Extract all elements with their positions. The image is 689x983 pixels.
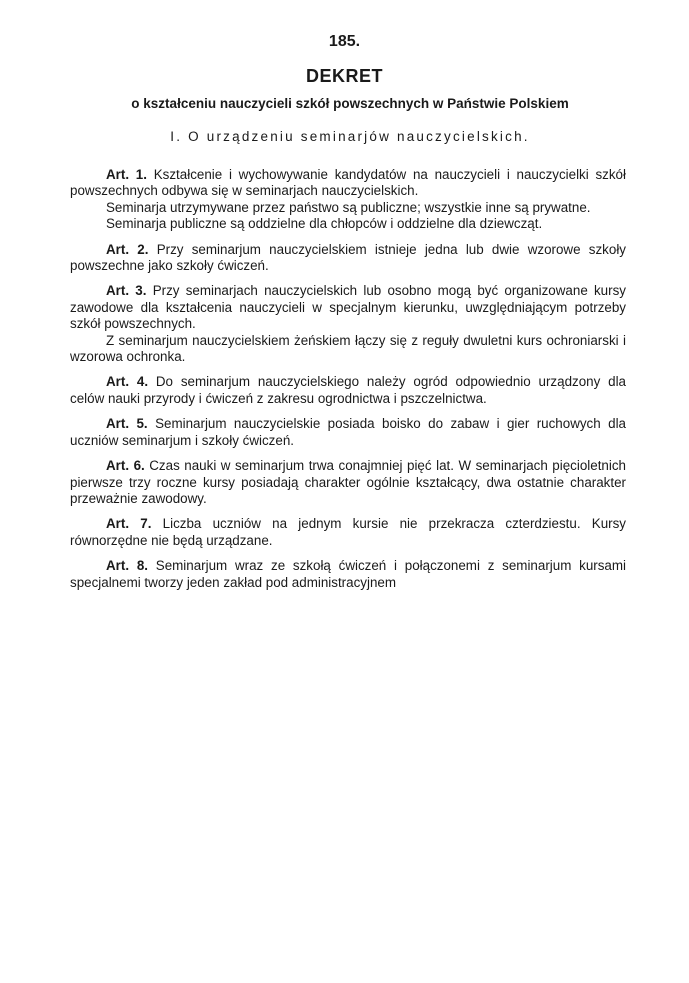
paragraph-text: Kształcenie i wychowywanie kandydatów na nauczycieli i nauczycielki szkół powszechnych odbywa się w seminarjach nauczycielskich.: [70, 167, 626, 199]
paragraph-art-1: [70, 167, 626, 200]
document-title: DEKRET: [305, 66, 383, 86]
article-label: Art. 5.: [106, 416, 148, 432]
section-heading: I. O urządzeniu seminarjów nauczycielskich.: [170, 129, 530, 144]
paragraph-art-4: [70, 374, 626, 407]
paragraph-text: Czas nauki w seminarjum trwa conajmniej pięć lat. W seminarjach pięcioletnich pierwsze trzy roczne kursy posiadają charakter ogólnie kształcący, dwa ostatnie charakter przeważnie zawodowy.: [70, 458, 626, 506]
paragraph-text: Seminarjum wraz ze szkołą ćwiczeń i połączonemi z seminarjum kursami specjalnemi tworzy jeden zakład pod administracyjnem: [70, 558, 626, 590]
paragraph-art-7: [70, 516, 626, 549]
document-subtitle: o kształceniu nauczycieli szkół powszechnych w Państwie Polskiem: [131, 96, 569, 111]
paragraph-art-3: [70, 283, 626, 332]
paragraph-text: Liczba uczniów na jednym kursie nie przekracza czterdziestu. Kursy równorzędne nie będą urządzane.: [70, 516, 626, 548]
paragraph-text: Przy seminarjum nauczycielskiem istnieje jedna lub dwie wzorowe szkoły powszechne jako szkoły ćwiczeń.: [70, 241, 626, 274]
document-body: [70, 158, 626, 591]
paragraph-text: Seminarjum nauczycielskie posiada boisko do zabaw i gier ruchowych dla uczniów seminarjum i szkoły ćwiczeń.: [70, 416, 626, 448]
paragraph-art-6: [70, 458, 626, 507]
article-label: Art. 8.: [106, 558, 148, 574]
article-label: Art. 6.: [106, 458, 145, 474]
article-label: Art. 3.: [106, 283, 147, 299]
article-label: Art. 1.: [106, 167, 147, 182]
paragraph-text-block: [70, 333, 626, 366]
paragraph-art-5: [70, 416, 626, 449]
paragraph-text: Seminarja utrzymywane przez państwo są publiczne; wszystkie inne są prywatne.: [106, 199, 591, 215]
paragraph-text: Przy seminarjach nauczycielskich lub osobno mogą być organizowane kursy zawodowe dla kształcenia nauczycieli w specjalnym kierunku, uwzględniającym potrzeby szkół powszechnych.: [70, 283, 626, 332]
paragraph-art-8: [70, 558, 626, 591]
paragraph-text-block: [70, 216, 626, 232]
paragraph-art-2: [70, 242, 626, 275]
paragraph-text: Z seminarjum nauczycielskiem żeńskiem łączy się z reguły dwuletni kurs ochroniarski i wzorowa ochronka.: [70, 332, 626, 365]
page-number: 185.: [328, 33, 361, 50]
paragraph-text-block: [70, 200, 626, 216]
article-label: Art. 4.: [106, 374, 149, 390]
paragraph-text: Do seminarjum nauczycielskiego należy ogród odpowiednio urządzony dla celów nauki przyrody i ćwiczeń z zakresu ogrodnictwa i pszczelnictwa.: [70, 374, 626, 406]
paragraph-text: Seminarja publiczne są oddzielne dla chłopców i oddzielne dla dziewcząt.: [106, 216, 543, 232]
article-label: Art. 2.: [106, 241, 149, 257]
article-label: Art. 7.: [106, 516, 152, 532]
